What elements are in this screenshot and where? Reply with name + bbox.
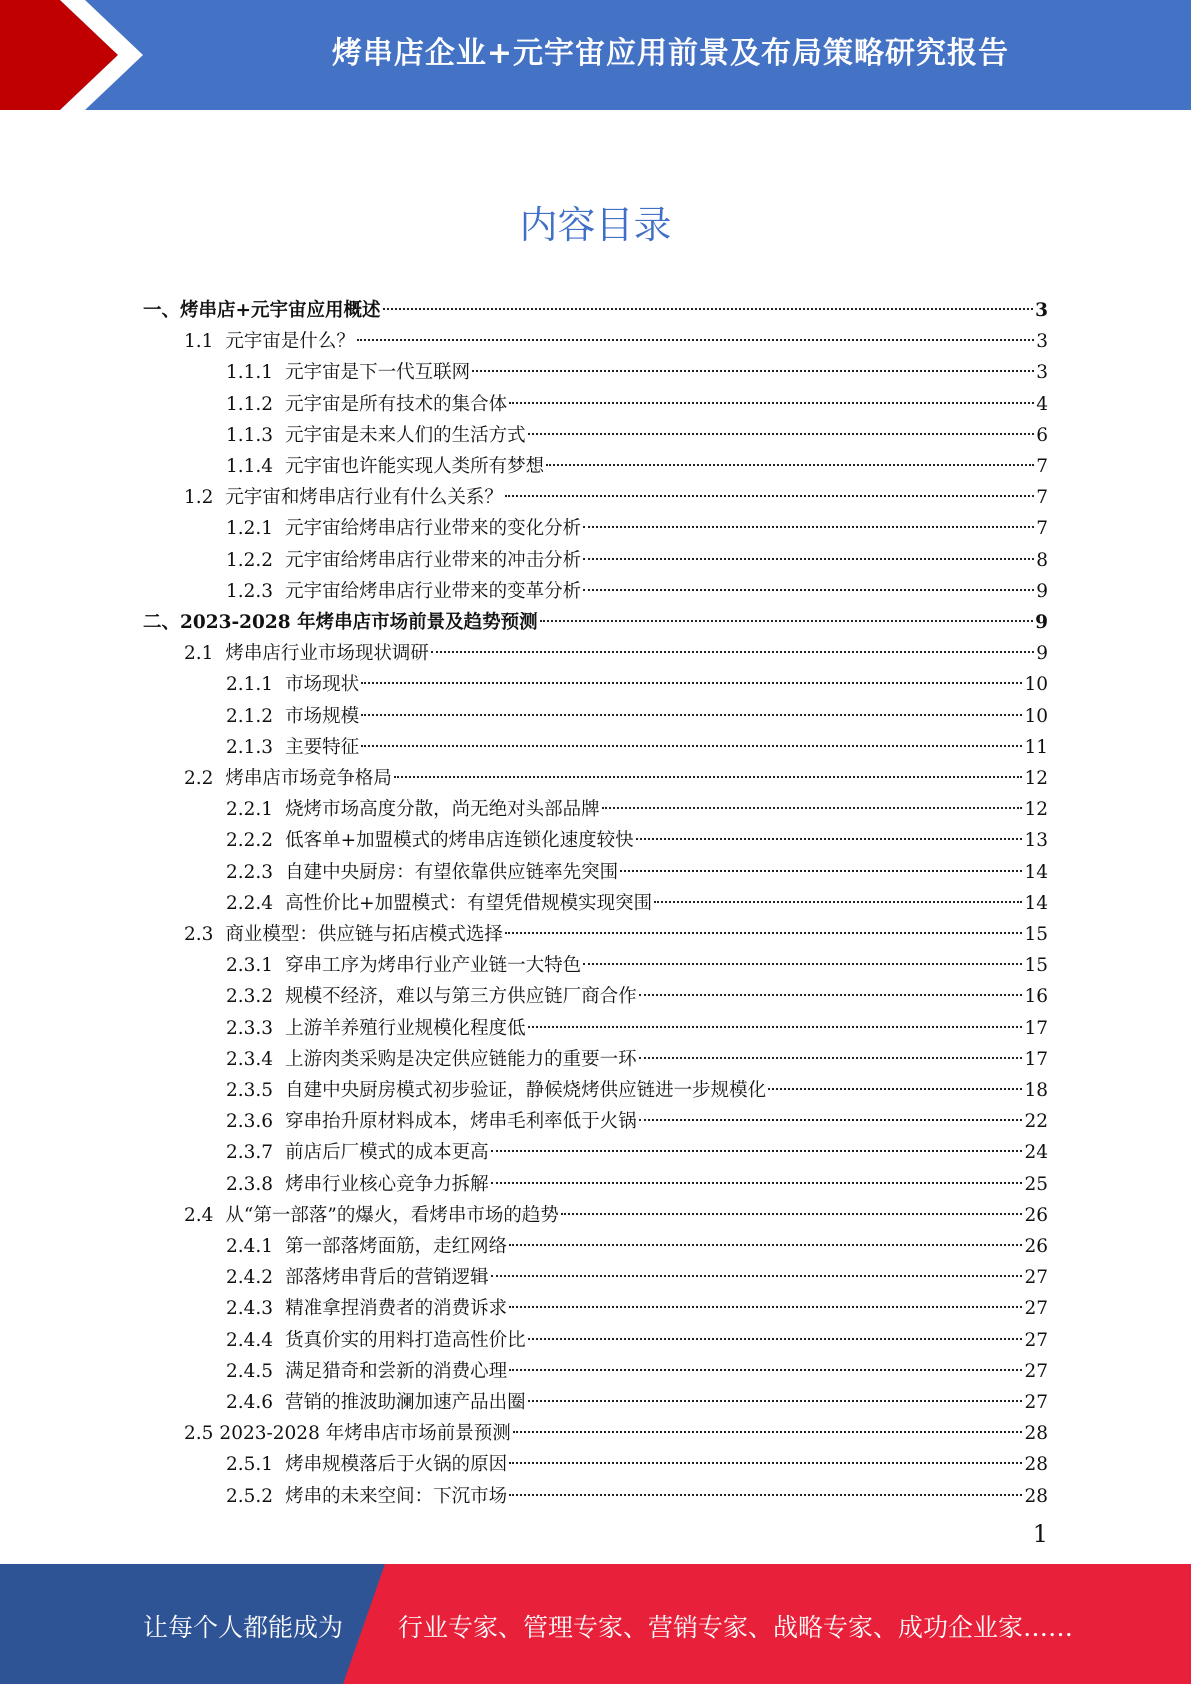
toc-entry[interactable]: [226, 940, 1048, 977]
toc-entry-label: 穿串工序为烤串行业产业链一大特色: [285, 955, 582, 977]
toc-entry[interactable]: [184, 1190, 1048, 1226]
toc-entry-label: 高性价比+加盟模式：有望凭借规模实现突围: [285, 892, 653, 914]
toc-entry[interactable]: [143, 285, 1048, 321]
toc-entry-label: 第一部落烤面筋，走红网络: [285, 1236, 508, 1257]
toc-entry-number: 1.2.1: [226, 518, 274, 540]
toc-entry-number: 1.1.2: [226, 393, 274, 415]
toc-entry[interactable]: [226, 1283, 1048, 1320]
toc-entry-number: 1.1.3: [226, 424, 274, 446]
toc-dot-leader: [491, 1159, 1023, 1190]
toc-dot-leader: [431, 628, 1034, 659]
toc-entry-number: 2.2.4: [226, 892, 274, 914]
toc-entry-number: 2.1: [184, 643, 214, 665]
toc-entry-number: 1.1.4: [226, 456, 274, 477]
toc-entry[interactable]: [226, 410, 1048, 446]
toc-entry-label: 烤串规模落后于火锅的原因: [285, 1454, 508, 1476]
toc-entry-label: 规模不经济，难以与第三方供应链厂商合作: [285, 986, 637, 1008]
toc-entry-label: 烤串店+元宇宙应用概述: [180, 300, 381, 321]
toc-entry-page: 6: [1036, 424, 1048, 446]
toc-entry[interactable]: [226, 847, 1048, 883]
toc-dot-leader: [357, 316, 1034, 347]
toc-entry-number: 2.3.1: [226, 955, 274, 977]
toc-entry-page: 3: [1036, 362, 1048, 384]
toc-entry-page: 22: [1024, 1111, 1048, 1133]
toc-entry-page: 14: [1024, 861, 1048, 883]
toc-entry-number: 2.2.3: [226, 861, 274, 883]
toc-entry[interactable]: [226, 535, 1048, 571]
toc-entry-label: 2023-2028 年烤串店市场前景及趋势预测: [180, 612, 538, 633]
toc-dot-leader: [639, 1096, 1023, 1127]
toc-dot-leader: [509, 1283, 1022, 1314]
toc-dot-leader: [583, 535, 1034, 566]
toc-entry-number: 2.4.3: [226, 1298, 274, 1320]
toc-entry-page: 10: [1024, 705, 1048, 727]
toc-entry[interactable]: [184, 1408, 1048, 1445]
toc-entry-number: 2.3.3: [226, 1017, 274, 1039]
toc-entry-label: 前店后厂模式的成本更高: [285, 1142, 489, 1164]
toc-entry[interactable]: [226, 1346, 1048, 1382]
toc-entry-page: 8: [1036, 549, 1048, 571]
toc-dot-leader: [583, 940, 1022, 971]
toc-entry-label: 烤串行业核心竞争力拆解: [285, 1173, 489, 1195]
toc-entry-label: 烤串店行业市场现状调研: [225, 643, 429, 665]
toc-dot-leader: [620, 847, 1022, 878]
page-header: [0, 0, 1191, 110]
toc-entry-page: 28: [1024, 1454, 1048, 1476]
toc-entry-page: 14: [1024, 892, 1048, 914]
toc-entry-page: 9: [1036, 643, 1048, 665]
toc-entry[interactable]: [226, 971, 1048, 1008]
toc-entry-page: 27: [1024, 1267, 1048, 1289]
toc-dot-leader: [509, 1439, 1022, 1470]
toc-entry-page: 17: [1024, 1017, 1048, 1039]
toc-entry-label: 自建中央厨房模式初步验证，静候烧烤供应链进一步规模化: [285, 1080, 767, 1101]
toc-entry[interactable]: [226, 379, 1048, 415]
toc-dot-leader: [546, 441, 1034, 472]
toc-entry[interactable]: [226, 1252, 1048, 1289]
toc-entry-page: 4: [1036, 393, 1048, 415]
toc-entry-page: 9: [1036, 580, 1048, 602]
toc-entry-label: 烤串店市场竞争格局: [225, 768, 392, 789]
toc-entry[interactable]: [184, 316, 1048, 353]
toc-entry-number: 2.3: [184, 924, 214, 945]
toc-entry[interactable]: [226, 1034, 1048, 1070]
toc-entry-page: 24: [1024, 1142, 1048, 1164]
toc-entry[interactable]: [226, 566, 1048, 602]
toc-entry-number: 2.3.8: [226, 1173, 274, 1195]
toc-entry-label: 元宇宙给烤串店行业带来的冲击分析: [285, 549, 582, 571]
toc-dot-leader: [583, 503, 1034, 534]
toc-dot-leader: [513, 1408, 1023, 1439]
toc-dot-leader: [639, 1034, 1023, 1065]
toc-entry-label: 元宇宙是什么？: [225, 331, 355, 353]
toc-dot-leader: [361, 659, 1022, 690]
toc-entry-label: 烤串的未来空间：下沉市场: [285, 1485, 508, 1507]
toc-dot-leader: [505, 909, 1023, 940]
toc-dot-leader: [394, 753, 1023, 784]
toc-dot-leader: [528, 1377, 1023, 1408]
toc-dot-leader: [583, 566, 1034, 597]
toc-dot-leader: [528, 1003, 1023, 1034]
toc-dot-leader: [383, 285, 1034, 316]
toc-dot-leader: [602, 784, 1023, 815]
toc-entry-page: 10: [1024, 674, 1048, 696]
toc-entry-label: 从“第一部落”的爆火，看烤串市场的趋势: [225, 1204, 559, 1226]
toc-entry-page: 11: [1024, 736, 1048, 758]
toc-entry-page: 15: [1024, 955, 1048, 977]
toc-entry-label: 元宇宙也许能实现人类所有梦想: [285, 456, 545, 477]
toc-entry-number: 2.4: [184, 1204, 214, 1226]
toc-entry[interactable]: [226, 1096, 1048, 1133]
toc-entry-page: 26: [1024, 1204, 1048, 1226]
toc-entry[interactable]: [226, 1159, 1048, 1195]
toc-entry-number: 2.3.7: [226, 1142, 274, 1164]
toc-entry-page: 3: [1036, 331, 1048, 353]
toc-entry-label: 商业模型：供应链与拓店模式选择: [225, 924, 503, 945]
toc-dot-leader: [528, 1315, 1023, 1346]
toc-entry-label: 元宇宙是未来人们的生活方式: [285, 424, 526, 446]
toc-dot-leader: [491, 1127, 1023, 1158]
toc-entry-number: 2.1.1: [226, 674, 274, 696]
footer-slogan-left: 让每个人都能成为: [143, 1613, 344, 1642]
toc-dot-leader: [636, 815, 1023, 846]
toc-entry[interactable]: [184, 753, 1048, 789]
toc-entry-label: 穿串抬升原材料成本，烤串毛利率低于火锅: [285, 1111, 637, 1133]
toc-entry[interactable]: [226, 503, 1048, 540]
toc-entry-number: 2.4.6: [226, 1392, 274, 1413]
toc-entry-label: 元宇宙给烤串店行业带来的变化分析: [285, 518, 582, 540]
toc-entry-number: 2.4.4: [226, 1329, 274, 1351]
toc-entry-number: 2.3.6: [226, 1111, 274, 1133]
toc-entry[interactable]: [143, 597, 1048, 633]
toc-entry-page: 16: [1024, 986, 1048, 1008]
toc-entry-label: 元宇宙给烤串店行业带来的变革分析: [285, 580, 582, 602]
toc-entry-page: 28: [1024, 1423, 1048, 1445]
toc-entry-label: 市场规模: [285, 705, 360, 727]
toc-dot-leader: [768, 1065, 1022, 1096]
toc-dot-leader: [361, 722, 1022, 753]
toc-entry-number: 2.2.2: [226, 830, 274, 852]
toc-dot-leader: [540, 597, 1034, 628]
toc-entry-number: 2.5: [184, 1423, 214, 1445]
toc-entry[interactable]: [226, 1127, 1048, 1164]
toc-entry-page: 7: [1036, 487, 1048, 509]
toc-entry-number: 2.3.2: [226, 986, 274, 1008]
toc-entry-page: 27: [1024, 1360, 1048, 1382]
toc-entry[interactable]: [226, 1471, 1048, 1507]
toc-dot-leader: [509, 1221, 1022, 1252]
toc-entry-label: 烧烤市场高度分散，尚无绝对头部品牌: [285, 799, 600, 821]
toc-entry-label: 市场现状: [285, 674, 360, 696]
toc-entry-page: 7: [1036, 518, 1048, 540]
toc-entry-number: 1.1.1: [226, 362, 274, 384]
footer-slogan-right: 行业专家、管理专家、营销专家、战略专家、成功企业家……: [398, 1613, 1074, 1642]
toc-entry-label: 元宇宙是所有技术的集合体: [285, 393, 508, 415]
toc-entry[interactable]: [226, 659, 1048, 696]
toc-entry[interactable]: [184, 472, 1048, 509]
toc-entry[interactable]: [184, 628, 1048, 665]
toc-dot-leader: [505, 472, 1034, 503]
toc-dot-leader: [491, 1252, 1023, 1283]
toc-entry-page: 12: [1024, 768, 1048, 789]
toc-entry-label: 营销的推波助澜加速产品出圈: [285, 1392, 526, 1413]
toc-entry-number: 2.1.3: [226, 736, 274, 758]
toc-entry[interactable]: [226, 722, 1048, 758]
toc-entry-number: 2.2: [184, 768, 214, 789]
toc-entry-label: 元宇宙是下一代互联网: [285, 362, 471, 384]
toc-entry-number: 1.2: [184, 487, 214, 509]
page-footer: [0, 1564, 1191, 1684]
toc-entry[interactable]: [226, 1315, 1048, 1351]
toc-entry[interactable]: [226, 441, 1048, 477]
toc-entry-number: 2.3.5: [226, 1080, 274, 1101]
toc-dot-leader: [654, 878, 1022, 909]
toc-entry-page: 9: [1035, 612, 1048, 633]
toc-entry-number: 2.3.4: [226, 1048, 274, 1070]
toc-entry[interactable]: [226, 347, 1048, 384]
toc-entry-label: 主要特征: [285, 736, 360, 758]
toc-entry[interactable]: [226, 815, 1048, 852]
toc-entry-label: 2023-2028 年烤串店市场前景预测: [219, 1423, 511, 1445]
toc-entry-number: 2.5.1: [226, 1454, 274, 1476]
toc-entry-page: 15: [1024, 924, 1048, 945]
toc-dot-leader: [528, 410, 1035, 441]
toc-entry-number: 2.4.1: [226, 1236, 274, 1257]
toc-entry[interactable]: [226, 691, 1048, 727]
toc-entry-number: 二、: [143, 612, 181, 633]
toc-entry-label: 上游羊养殖行业规模化程度低: [285, 1017, 526, 1039]
toc-entry-page: 13: [1024, 830, 1048, 852]
report-title: 烤串店企业+元宇宙应用前景及布局策略研究报告: [331, 36, 1010, 71]
toc-dot-leader: [561, 1190, 1023, 1221]
toc-entry-number: 2.1.2: [226, 705, 274, 727]
toc-entry-page: 26: [1024, 1236, 1048, 1257]
toc-heading: 内容目录: [519, 203, 672, 247]
toc-entry-page: 17: [1024, 1048, 1048, 1070]
toc-entry-number: 一、: [143, 300, 181, 321]
toc-entry-number: 2.4.5: [226, 1360, 274, 1382]
toc-entry-number: 2.2.1: [226, 799, 274, 821]
toc-entry-number: 1.1: [184, 331, 214, 353]
toc-entry-label: 精准拿捏消费者的消费诉求: [285, 1298, 508, 1320]
toc-entry-label: 满足猎奇和尝新的消费心理: [285, 1360, 508, 1382]
toc-entry[interactable]: [226, 784, 1048, 821]
toc-entry-label: 上游肉类采购是决定供应链能力的重要一环: [285, 1048, 637, 1070]
toc-entry[interactable]: [226, 1377, 1048, 1413]
toc-dot-leader: [509, 1346, 1022, 1377]
toc-entry-page: 25: [1024, 1173, 1048, 1195]
page-number: 1: [1032, 1520, 1048, 1548]
toc-entry-page: 7: [1036, 456, 1048, 477]
toc-entry-number: 2.5.2: [226, 1485, 274, 1507]
toc-entry-label: 货真价实的用料打造高性价比: [285, 1329, 526, 1351]
toc-entry-page: 28: [1024, 1485, 1048, 1507]
toc-entry[interactable]: [226, 1221, 1048, 1257]
toc-entry[interactable]: [184, 909, 1048, 945]
toc-entry-number: 1.2.2: [226, 549, 274, 571]
toc-dot-leader: [509, 379, 1034, 410]
toc-dot-leader: [639, 971, 1023, 1002]
toc-entry-label: 自建中央厨房：有望依靠供应链率先突围: [285, 861, 619, 883]
toc-entry-label: 元宇宙和烤串店行业有什么关系？: [225, 487, 503, 509]
toc-entry-page: 27: [1024, 1392, 1048, 1413]
toc-entry-page: 3: [1035, 300, 1048, 321]
toc-entry-page: 27: [1024, 1329, 1048, 1351]
toc-entry-number: 1.2.3: [226, 580, 274, 602]
toc-dot-leader: [509, 1471, 1022, 1502]
toc-entry[interactable]: [226, 1065, 1048, 1101]
toc-dot-leader: [361, 691, 1022, 722]
toc-entry-label: 低客单+加盟模式的烤串店连锁化速度较快: [285, 830, 634, 852]
toc-entry-page: 12: [1024, 799, 1048, 821]
toc-dot-leader: [472, 347, 1034, 378]
toc-entry-label: 部落烤串背后的营销逻辑: [285, 1267, 489, 1289]
toc-entry[interactable]: [226, 878, 1048, 914]
toc-entry-page: 27: [1024, 1298, 1048, 1320]
toc-entry-page: 18: [1024, 1080, 1048, 1101]
toc-entry[interactable]: [226, 1003, 1048, 1039]
toc-entry[interactable]: [226, 1439, 1048, 1476]
toc-entry-number: 2.4.2: [226, 1267, 274, 1289]
